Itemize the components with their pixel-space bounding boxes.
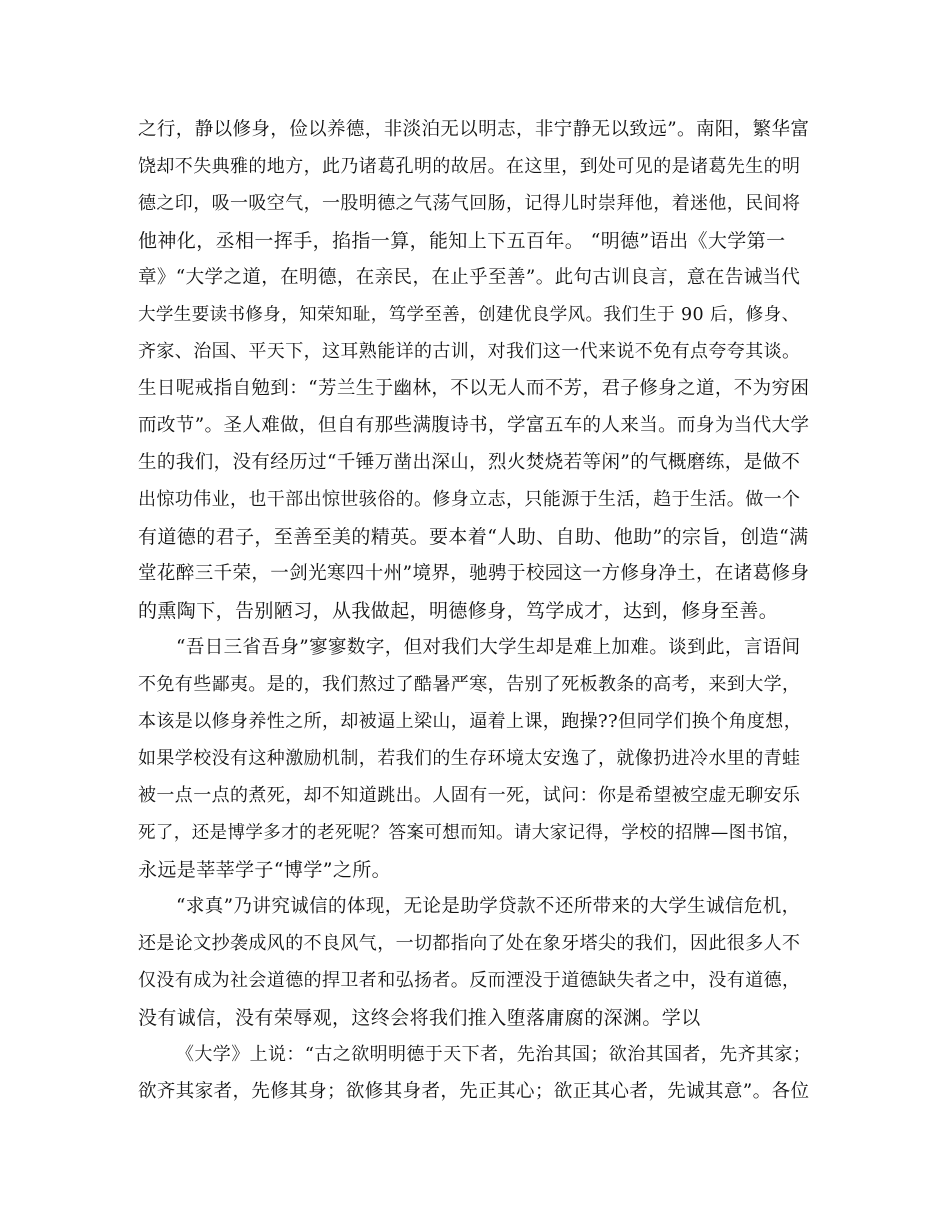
text-line: 生日呢戒指自勉到：“芳兰生于幽林，不以无人而不芳，君子修身之道，不为穷困 — [138, 378, 810, 399]
text-line: 大学生要读书修身，知荣知耻，笃学至善，创建优良学风。我们生于 90 后，修身、 — [138, 305, 800, 325]
text-line: 如果学校没有这种激励机制，若我们的生存环境太安逸了，就像扔进冷水里的青蛙 — [138, 748, 801, 769]
text-line: 欲齐其家者，先修其身；欲修其身者，先正其心；欲正其心者，先诚其意”。各位 — [138, 1081, 810, 1102]
text-line: 被一点一点的煮死，却不知道跳出。人固有一死，试问：你是希望被空虚无聊安乐 — [138, 785, 801, 806]
text-line: 还是论文抄袭成风的不良风气，一切都指向了处在象牙塔尖的我们，因此很多人不 — [138, 933, 801, 954]
text-line: 之行，静以修身，俭以养德，非淡泊无以明志，非宁静无以致远”。南阳，繁华富 — [138, 119, 810, 140]
text-line: “吾日三省吾身”寥寥数字，但对我们大学生却是难上加难。谈到此，言语间 — [176, 637, 801, 658]
text-line: 不免有些鄙夷。是的，我们熬过了酷暑严寒，告别了死板教条的高考，来到大学， — [138, 674, 801, 695]
text-line: 饶却不失典雅的地方，此乃诸葛孔明的故居。在这里，到处可见的是诸葛先生的明 — [138, 156, 801, 177]
text-line: 本该是以修身养性之所，却被逼上梁山，逼着上课，跑操??但同学们换个角度想， — [138, 711, 803, 732]
text-line: “求真”乃讲究诚信的体现，无论是助学贷款不还所带来的大学生诚信危机， — [176, 896, 801, 917]
text-line: 《大学》上说：“古之欲明明德于天下者，先治其国；欲治其国者，先齐其家； — [176, 1044, 812, 1065]
text-line: 章》“大学之道，在明德，在亲民，在止乎至善”。此句古训良言，意在告诫当代 — [138, 267, 801, 288]
text-line: 生的我们，没有经历过“千锤万凿出深山，烈火焚烧若等闲”的气概磨练，是做不 — [138, 452, 801, 473]
text-line: 他神化，丞相一挥手，掐指一算，能知上下五百年。 “明德”语出《大学第一 — [138, 230, 786, 252]
text-line: 有道德的君子，至善至美的精英。要本着“人助、自助、他助”的宗旨，创造“满 — [138, 526, 809, 548]
text-line: 死了，还是博学多才的老死呢？答案可想而知。请大家记得，学校的招牌—图书馆， — [138, 823, 801, 843]
text-line: 而改节”。圣人难做，但自有那些满腹诗书，学富五车的人来当。而身为当代大学 — [138, 415, 810, 436]
text-line: 堂花醉三千荣，一剑光寒四十州”境界，驰骋于校园这一方修身净土，在诸葛修身 — [138, 563, 810, 584]
text-line: 仅没有成为社会道德的捍卫者和弘扬者。反而湮没于道德缺失者之中，没有道德， — [138, 970, 801, 991]
text-line: 的熏陶下，告别陋习，从我做起，明德修身，笃学成才，达到，修身至善。 — [138, 600, 779, 622]
text-line: 没有诚信，没有荣辱观，这终会将我们推入堕落庸腐的深渊。学以 — [138, 1007, 701, 1029]
text-line: 德之印，吸一吸空气，一股明德之气荡气回肠，记得儿时崇拜他，着迷他，民间将 — [138, 193, 801, 214]
text-line: 齐家、治国、平天下，这耳熟能详的古训，对我们这一代来说不免有点夸夸其谈。 — [138, 341, 801, 362]
text-line: 出惊功伟业，也干部出惊世骇俗的。修身立志，只能源于生活，趋于生活。做一个 — [138, 489, 801, 510]
text-line: 永远是莘莘学子“博学”之所。 — [138, 859, 392, 881]
